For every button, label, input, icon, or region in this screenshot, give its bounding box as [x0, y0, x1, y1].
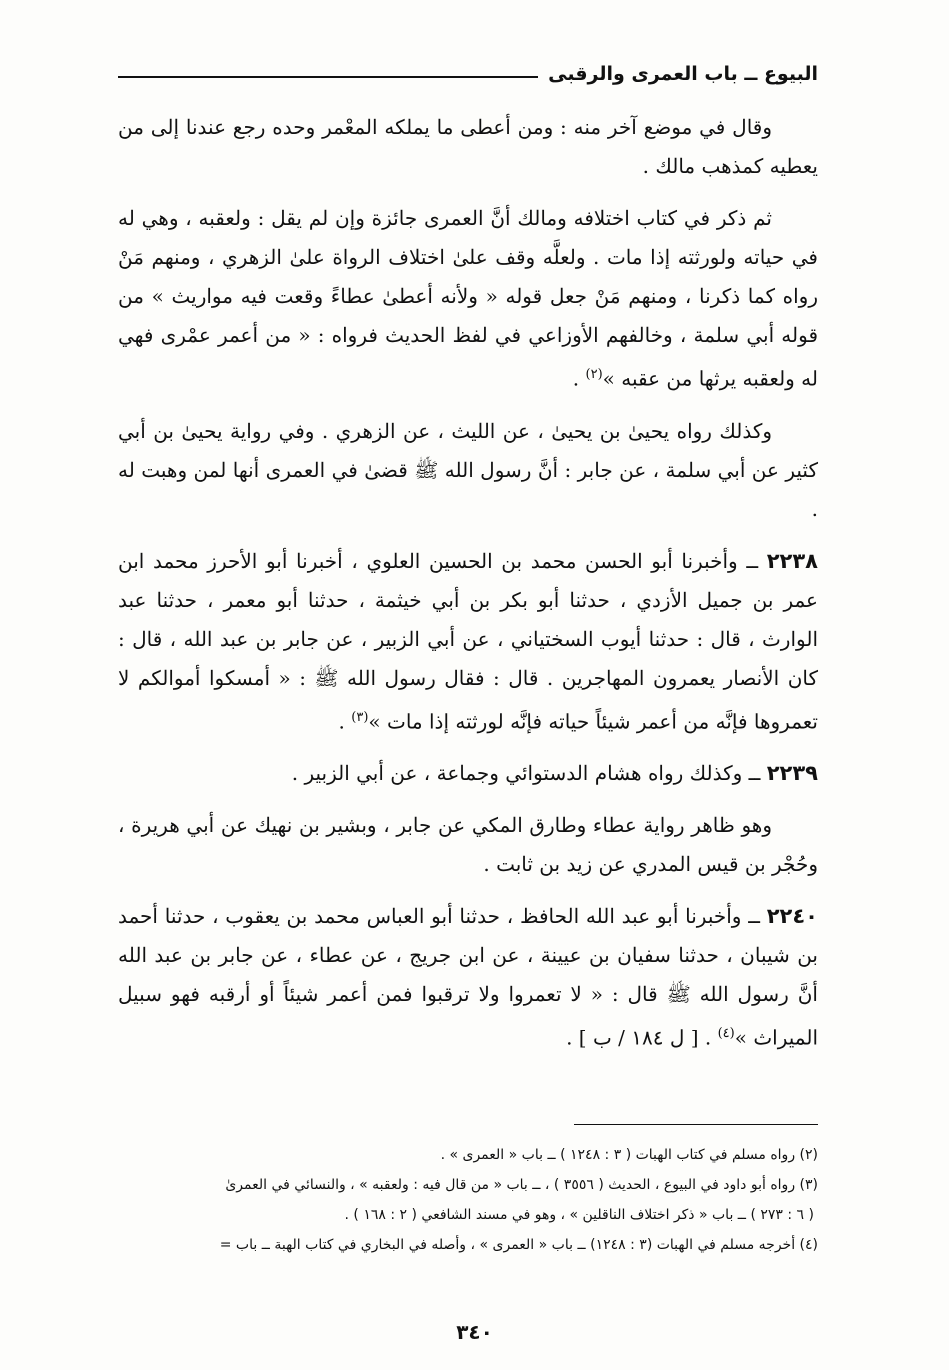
footnote-separator: [574, 1124, 818, 1125]
hadith-2238: [118, 542, 818, 742]
paragraph-2: [118, 199, 818, 399]
footnotes: [118, 1140, 818, 1260]
paragraph-text: ــ وأخبرنا أبو عبد الله الحافظ ، حدثنا أبو العباس محمد بن يعقوب ، حدثنا أحمد بن شيبان ، حدثنا سفيان بن عيينة ، عن ابن جريج ، عن عطاء ، عن جابر بن عبد الله أنَّ رسول الله ﷺ قال : « لا تعمروا ولا ترقبوا فمن أعمر شيئاً أو أرقبه فهو سبيل الميراث »: [118, 904, 818, 1050]
paragraph-text: وهو ظاهر رواية عطاء وطارق المكي عن جابر ، وبشير بن نهيك عن أبي هريرة ، وحُجْر بن قيس المدري عن زيد بن ثابت .: [118, 813, 818, 877]
running-head-rule: [118, 76, 538, 78]
paragraph-4: [118, 806, 818, 884]
running-head-title: البيوع ــ باب العمرى والرقبى: [548, 63, 818, 85]
paragraph-tail: .: [338, 709, 352, 734]
hadith-2239: [118, 754, 818, 793]
footnote-reference: (٤): [717, 1026, 735, 1042]
paragraph-text: ــ وأخبرنا أبو الحسن محمد بن الحسين العلوي ، أخبرنا أبو الأحرز محمد ابن عمر بن جميل الأزدي ، حدثنا أبو بكر بن أبي خيثمة ، حدثنا أبو معمر ، حدثنا عبد الوارث ، قال : حدثنا أيوب السختياني ، عن أبي الزبير ، عن جابر بن عبد الله ، قال : كان الأنصار يعمرون المهاجرين . قال : فقال رسول الله ﷺ : « أمسكوا أموالكم لا تعمروها فإنَّه من أعمر شيئاً حياته فإنَّه لورثته إذا مات »: [118, 548, 818, 734]
footnote-3-continued: ( ٦ : ٢٧٣ ) ــ باب « ذكر اختلاف الناقلين » ، وهو في مسند الشافعي ( ٢ : ١٦٨ ) .: [344, 1207, 814, 1223]
paragraph-3: [118, 412, 818, 529]
paragraph-1: [118, 108, 818, 186]
footnote-3: (٣) رواه أبو داود في البيوع ، الحديث ( ٣٥٥٦ ) ، ــ باب « من قال فيه : ولعقبه » ، والنسائي في العمرىٰ: [225, 1177, 818, 1193]
running-head: [118, 58, 818, 90]
footnote-reference: (٣): [351, 709, 369, 725]
hadith-number: ٢٢٤٠: [766, 904, 819, 929]
main-text: [118, 108, 818, 1058]
footnote-4: (٤) أخرجه مسلم في الهبات (٣ : ١٢٤٨) ــ باب « العمرى » ، وأصله في البخاري في كتاب الهبة ــ باب =: [219, 1237, 818, 1253]
paragraph-tail: . [ ل ١٨٤ / ب ] .: [566, 1025, 718, 1050]
paragraph-text: وكذلك رواه يحيىٰ بن يحيىٰ ، عن الليث ، عن الزهري . وفي رواية يحيىٰ بن أبي كثير عن أبي سلمة ، عن جابر : أنَّ رسول الله ﷺ قضىٰ في العمرى أنها لمن وهبت له .: [118, 418, 818, 521]
hadith-2240: [118, 897, 818, 1058]
page-number: ٣٤٠: [456, 1320, 493, 1344]
paragraph-tail: .: [572, 366, 586, 391]
footnote-2: (٢) رواه مسلم في كتاب الهبات ( ٣ : ١٢٤٨ ) ــ باب « العمرى » .: [440, 1147, 818, 1163]
paragraph-text: ثم ذكر في كتاب اختلافه ومالك أنَّ العمرى جائزة وإن لم يقل : ولعقبه ، وهي له في حياته ولورثته إذا مات . ولعلَّه وقف علىٰ اختلاف الرواة علىٰ الزهري ، ومنهم مَنْ رواه كما ذكرنا ، ومنهم مَنْ جعل قوله « ولأنه أعطىٰ عطاءً وقعت فيه مواريث » من قوله أبي سلمة ، وخالفهم الأوزاعي في لفظ الحديث فرواه : « من أعمر عمْرى فهي له ولعقبه يرثها من عقبه »: [118, 206, 818, 391]
paragraph-text: وقال في موضع آخر منه : ومن أعطى ما يملكه المعْمر وحده رجع عندنا إلى من يعطيه كمذهب مالك .: [118, 115, 818, 178]
hadith-number: ٢٢٣٨: [766, 548, 818, 573]
paragraph-text: ــ وكذلك رواه هشام الدستوائي وجماعة ، عن أبي الزبير .: [291, 761, 761, 786]
footnote-reference: (٢): [585, 367, 603, 382]
hadith-number: ٢٢٣٩: [766, 761, 818, 786]
